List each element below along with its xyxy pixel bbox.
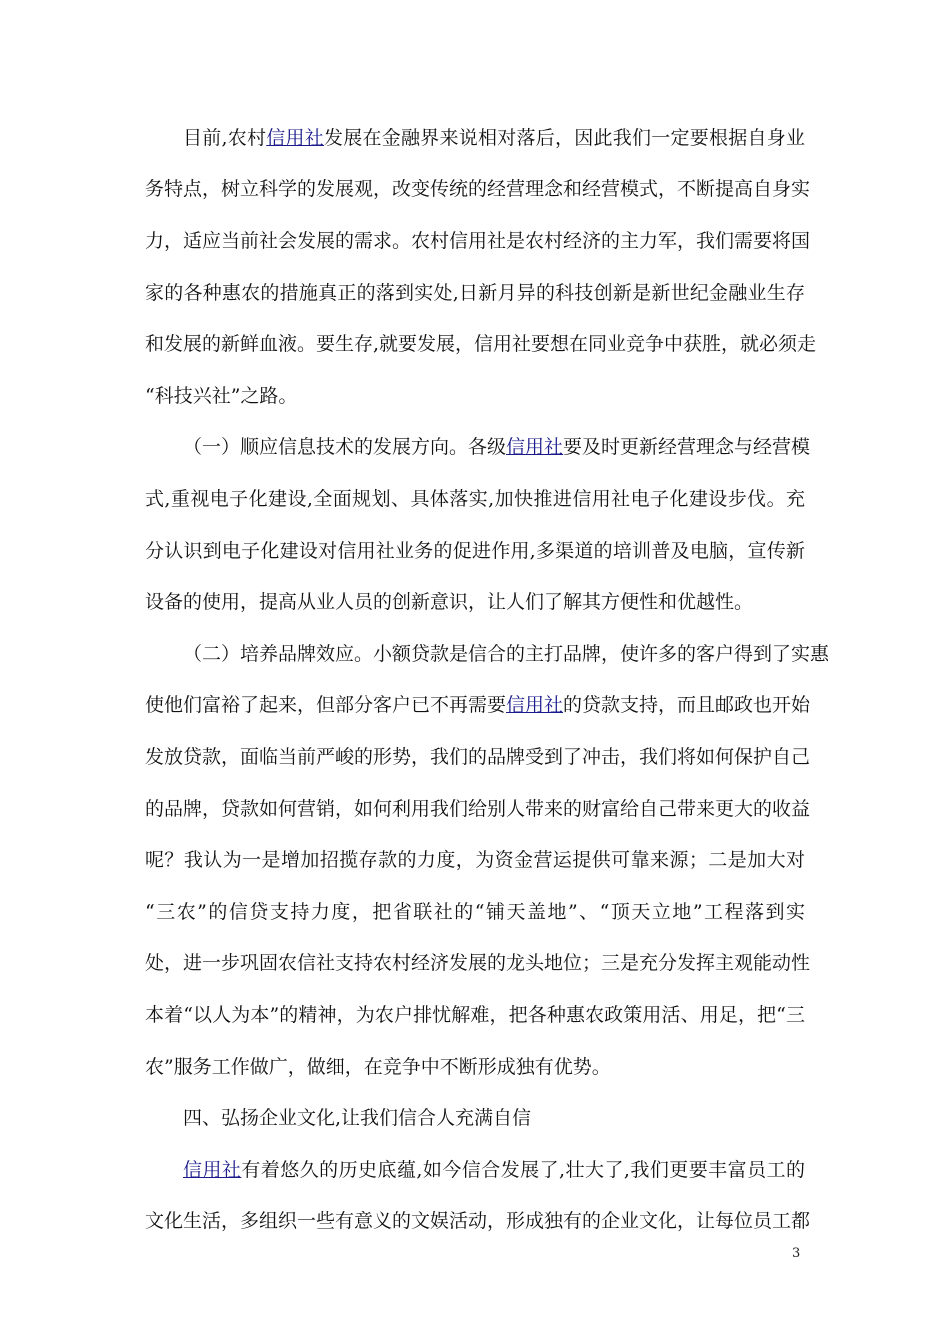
- paragraph-line: [145, 487, 805, 511]
- credit-union-link[interactable]: 信用社: [506, 436, 564, 458]
- line-text: 要及时更新经营理念与经营模: [563, 436, 811, 458]
- paragraph-line: [145, 848, 805, 872]
- paragraph-line: [145, 1209, 811, 1233]
- paragraph-line: [145, 693, 811, 717]
- paragraph-line: [145, 229, 811, 253]
- paragraph-line: [183, 126, 805, 150]
- paragraph-line: [145, 384, 805, 408]
- line-text: 式,重视电子化建设,全面规划、具体落实,加快推进信用社电子化建设步伐。充: [145, 488, 805, 510]
- paragraph-line: [145, 951, 811, 975]
- line-text: “科技兴社”之路。: [145, 385, 298, 407]
- line-text: 的贷款支持，而且邮政也开始: [563, 694, 811, 716]
- paragraph-line: [145, 900, 805, 924]
- line-text: 农”服务工作做广，做细，在竞争中不断形成独有优势。: [145, 1056, 611, 1078]
- line-text: 呢？我认为一是增加招揽存款的力度，为资金营运提供可靠来源；二是加大对: [145, 849, 805, 871]
- line-text: 的品牌，贷款如何营销，如何利用我们给别人带来的财富给自己带来更大的收益: [145, 798, 811, 820]
- line-text: 分认识到电子化建设对信用社业务的促进作用,多渠道的培训普及电脑，宣传新: [145, 540, 805, 562]
- paragraph-line: [145, 1003, 805, 1027]
- paragraph-line: [145, 281, 805, 305]
- paragraph-line: [183, 642, 830, 666]
- line-text: 有着悠久的历史底蕴,如今信合发展了,壮大了,我们更要丰富员工的: [241, 1159, 805, 1181]
- paragraph-line: [145, 332, 817, 356]
- paragraph-line: [145, 1055, 805, 1079]
- line-text: 家的各种惠农的措施真正的落到实处,日新月异的科技创新是新世纪金融业生存: [145, 282, 805, 304]
- paragraph-line: [183, 1158, 805, 1182]
- credit-union-link[interactable]: 信用社: [183, 1159, 242, 1181]
- paragraph-line: [145, 177, 811, 201]
- line-text: 务特点，树立科学的发展观，改变传统的经营理念和经营模式，不断提高自身实: [145, 178, 811, 200]
- credit-union-link[interactable]: 信用社: [506, 694, 564, 716]
- paragraph-line: [183, 1106, 805, 1130]
- line-text: 目前,农村: [183, 127, 267, 149]
- line-text: 和发展的新鲜血液。要生存,就要发展，信用社要想在同业竞争中获胜，就必须走: [145, 333, 817, 355]
- line-text: 力，适应当前社会发展的需求。农村信用社是农村经济的主力军，我们需要将国: [145, 230, 811, 252]
- paragraph-line: [145, 745, 811, 769]
- paragraph-line: [145, 590, 805, 614]
- paragraph-line: [145, 539, 805, 563]
- line-text: （一）顺应信息技术的发展方向。各级: [183, 436, 507, 458]
- line-text: 发展在金融界来说相对落后，因此我们一定要根据自身业: [324, 127, 805, 149]
- line-text: 本着“以人为本”的精神，为农户排忧解难，把各种惠农政策用活、用足，把“三: [145, 1004, 805, 1026]
- line-text: （二）培养品牌效应。小额贷款是信合的主打品牌，使许多的客户得到了实惠: [183, 643, 830, 665]
- line-text: 发放贷款，面临当前严峻的形势，我们的品牌受到了冲击，我们将如何保护自己: [145, 746, 811, 768]
- page-number: 3: [792, 1246, 801, 1261]
- line-text: 四、弘扬企业文化,让我们信合人充满自信: [183, 1107, 532, 1129]
- line-text: 文化生活，多组织一些有意义的文娱活动，形成独有的企业文化，让每位员工都: [145, 1210, 811, 1232]
- line-text: 设备的使用，提高从业人员的创新意识，让人们了解其方便性和优越性。: [145, 591, 754, 613]
- line-text: 使他们富裕了起来，但部分客户已不再需要: [145, 694, 507, 716]
- line-text: “三农”的信贷支持力度，把省联社的“铺天盖地”、“顶天立地”工程落到实: [145, 901, 805, 923]
- line-text: 处，进一步巩固农信社支持农村经济发展的龙头地位；三是充分发挥主观能动性: [145, 952, 811, 974]
- paragraph-line: [145, 797, 811, 821]
- credit-union-link[interactable]: 信用社: [266, 127, 325, 149]
- paragraph-line: [183, 435, 811, 459]
